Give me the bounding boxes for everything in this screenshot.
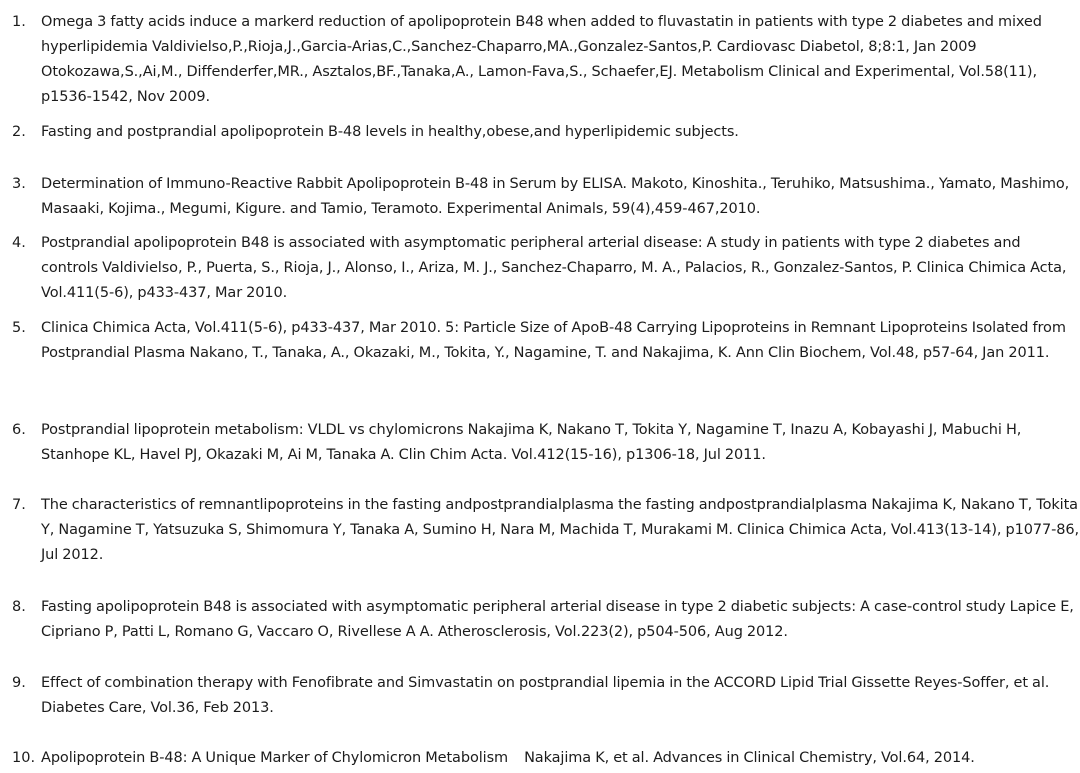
reference-item-2 <box>12 120 1080 145</box>
reference-number: 6. <box>12 422 26 438</box>
reference-text: Postprandial lipoprotein metabolism: VLDL vs chylomicrons Nakajima K, Nakano T, Tokita Y, Nagamine T, Inazu A, Kobayashi J, Mabuchi H, Stanhope KL, Havel PJ, Okazaki M, Ai M, Tanaka A. Clin Chim Acta. Vol.412(15-16), p1306-18, Jul 2011. <box>41 422 1022 463</box>
reference-text: Fasting apolipoprotein B48 is associated with asymptomatic peripheral arterial disease in type 2 diabetic subjects: A case-control study Lapice E, Cipriano P, Patti L, Romano G, Vaccaro O, Rivellese A A. Atherosclerosis, Vol.223(2), p504-506, Aug 2012. <box>41 599 1074 640</box>
reference-text: Determination of Immuno-Reactive Rabbit Apolipoprotein B-48 in Serum by ELISA. Makoto, Kinoshita., Teruhiko, Matsushima., Yamato, Mashimo, Masaaki, Kojima., Megumi, Kigure. and Tamio, Teramoto. Experimental Animals, 59(4),459-467,2010. <box>41 176 1070 217</box>
reference-title: Apolipoprotein B-48: A Unique Marker of Chylomicron Metabolism <box>41 750 509 766</box>
reference-item-3 <box>12 172 1080 222</box>
reference-text: Effect of combination therapy with Fenofibrate and Simvastatin on postprandial lipemia in the ACCORD Lipid Trial Gissette Reyes-Soffer, et al. Diabetes Care, Vol.36, Feb 2013. <box>41 675 1050 716</box>
reference-item-4 <box>12 231 1080 306</box>
reference-text <box>41 746 1080 771</box>
reference-number: 4. <box>12 235 26 251</box>
reference-item-6 <box>12 418 1080 468</box>
reference-number: 7. <box>12 497 26 513</box>
reference-number: 8. <box>12 599 26 615</box>
reference-item-9 <box>12 671 1080 721</box>
reference-number: 2. <box>12 124 26 140</box>
reference-number: 3. <box>12 176 26 192</box>
reference-item-1 <box>12 10 1080 110</box>
reference-item-5 <box>12 316 1080 366</box>
reference-citation: Nakajima K, et al. Advances in Clinical Chemistry, Vol.64, 2014. <box>524 750 975 766</box>
reference-item-10 <box>12 746 1080 771</box>
reference-item-7 <box>12 493 1080 568</box>
reference-text: Omega 3 fatty acids induce a markerd reduction of apolipoprotein B48 when added to fluvastatin in patients with type 2 diabetes and mixed hyperlipidemia Valdivielso,P.,Rioja,J.,Garcia-Arias,C.,Sanchez-Chaparro,MA.,Gonzalez-Santos,P. Cardiovasc Diabetol, 8;8:1, Jan 2009 Otokozawa,S.,Ai,M., Diffenderfer,MR., Asztalos,BF.,Tanaka,A., Lamon-Fava,S., Schaefer,EJ. Metabolism Clinical and Experimental, Vol.58(11), p1536-1542, Nov 2009. <box>41 14 1042 105</box>
reference-number: 5. <box>12 320 26 336</box>
reference-text: The characteristics of remnantlipoproteins in the fasting andpostprandialplasma the fasting andpostprandialplasma Nakajima K, Nakano T, Tokita Y, Nagamine T, Yatsuzuka S, Shimomura Y, Tanaka A, Sumino H, Nara M, Machida T, Murakami M. Clinica Chimica Acta, Vol.413(13-14), p1077-86, Jul 2012. <box>41 497 1080 563</box>
reference-text: Postprandial apolipoprotein B48 is associated with asymptomatic peripheral arterial disease: A study in patients with type 2 diabetes and controls Valdivielso, P., Puerta, S., Rioja, J., Alonso, I., Ariza, M. J., Sanchez-Chaparro, M. A., Palacios, R., Gonzalez-Santos, P. Clinica Chimica Acta, Vol.411(5-6), p433-437, Mar 2010. <box>41 235 1067 301</box>
reference-number: 1. <box>12 14 26 30</box>
reference-number: 9. <box>12 675 26 691</box>
reference-item-8 <box>12 595 1080 645</box>
reference-text: Clinica Chimica Acta, Vol.411(5-6), p433-437, Mar 2010. 5: Particle Size of ApoB-48 Carrying Lipoproteins in Remnant Lipoproteins Isolated from Postprandial Plasma Nakano, T., Tanaka, A., Okazaki, M., Tokita, Y., Nagamine, T. and Nakajima, K. Ann Clin Biochem, Vol.48, p57-64, Jan 2011. <box>41 320 1066 361</box>
reference-number: 10. <box>12 750 36 766</box>
reference-text: Fasting and postprandial apolipoprotein B-48 levels in healthy,obese,and hyperlipidemic subjects. <box>41 124 739 140</box>
